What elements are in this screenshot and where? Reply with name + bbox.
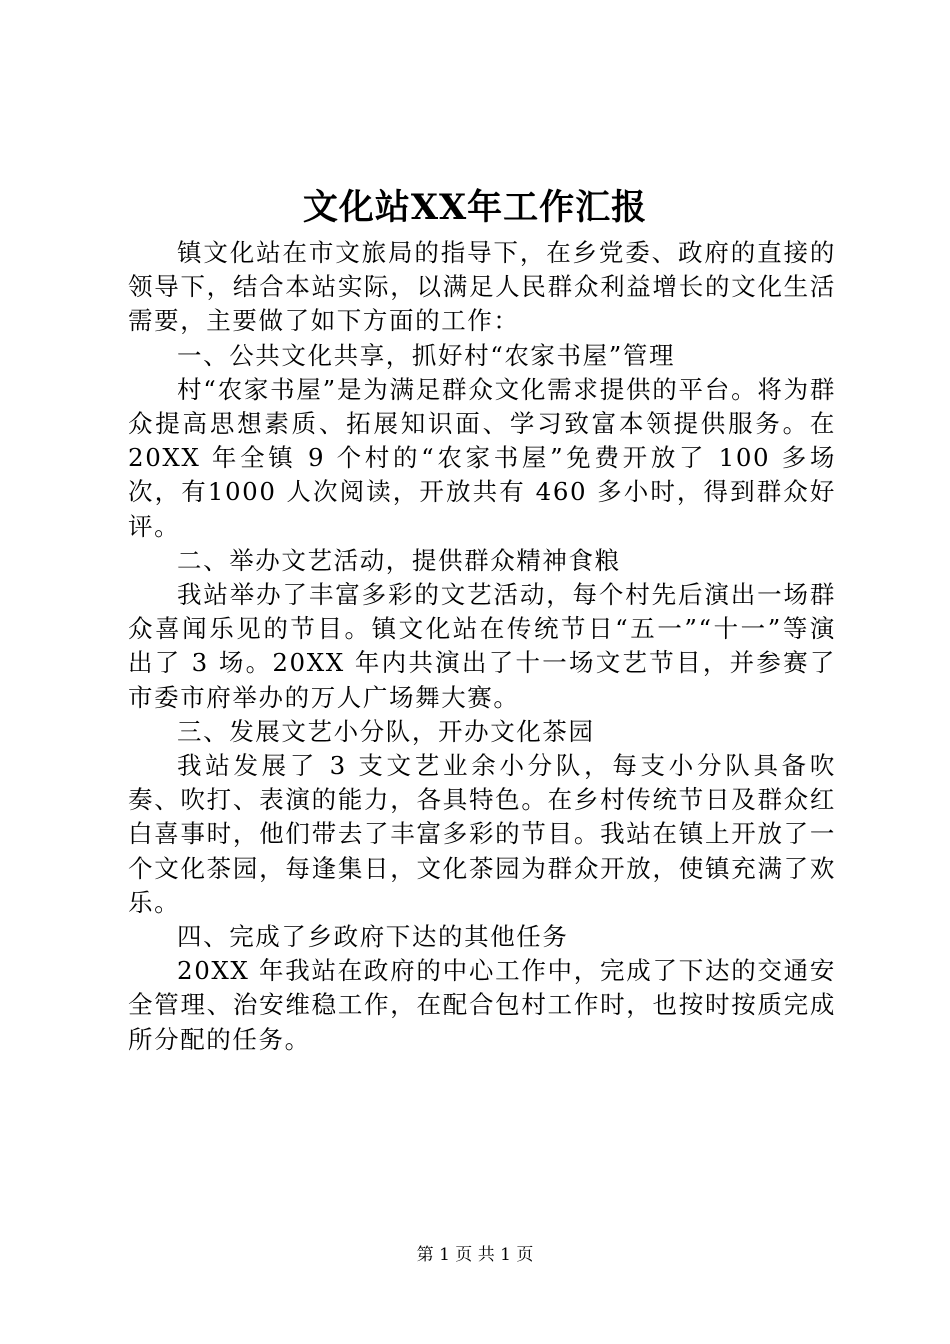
section-heading-1: 一、公共文化共享，抓好村“农家书屋”管理 (177, 340, 676, 370)
document-body (128, 236, 836, 1057)
section-paragraph-3: 我站发展了 3 支文艺业余小分队，每支小分队具备吹奏、吹打、表演的能力，各具特色。在乡村传统节日及群众红白喜事时，他们带去了丰富多彩的节目。我站在镇上开放了一个文化茶园，每逢集日，文化茶园为群众开放，使镇充满了欢乐。 (128, 751, 836, 917)
intro-paragraph: 镇文化站在市文旅局的指导下，在乡党委、政府的直接的领导下，结合本站实际，以满足人民群众利益增长的文化生活需要，主要做了如下方面的工作： (128, 238, 836, 336)
section-heading-4: 四、完成了乡政府下达的其他任务 (177, 922, 569, 952)
document-title: 文化站XX年工作汇报 (302, 187, 648, 228)
section-heading-2: 二、举办文艺活动，提供群众精神食粮 (177, 545, 621, 575)
page-footer: 第 1 页 共 1 页 (416, 1245, 534, 1265)
section-heading-3: 三、发展文艺小分队，开办文化茶园 (177, 716, 595, 746)
section-paragraph-4: 20XX 年我站在政府的中心工作中，完成了下达的交通安全管理、治安维稳工作，在配合包村工作时，也按时按质完成所分配的任务。 (128, 956, 836, 1054)
section-paragraph-2: 我站举办了丰富多彩的文艺活动，每个村先后演出一场群众喜闻乐见的节目。镇文化站在传统节日“五一”“十一”等演出了 3 场。20XX 年内共演出了十一场文艺节目，并参赛了市委市府举办的万人广场舞大赛。 (128, 580, 836, 712)
section-paragraph-1: 村“农家书屋”是为满足群众文化需求提供的平台。将为群众提高思想素质、拓展知识面、学习致富本领提供服务。在20XX 年全镇 9 个村的“农家书屋”免费开放了 100 多场次，有1000 人次阅读，开放共有 460 多小时，得到群众好评。 (128, 374, 836, 541)
